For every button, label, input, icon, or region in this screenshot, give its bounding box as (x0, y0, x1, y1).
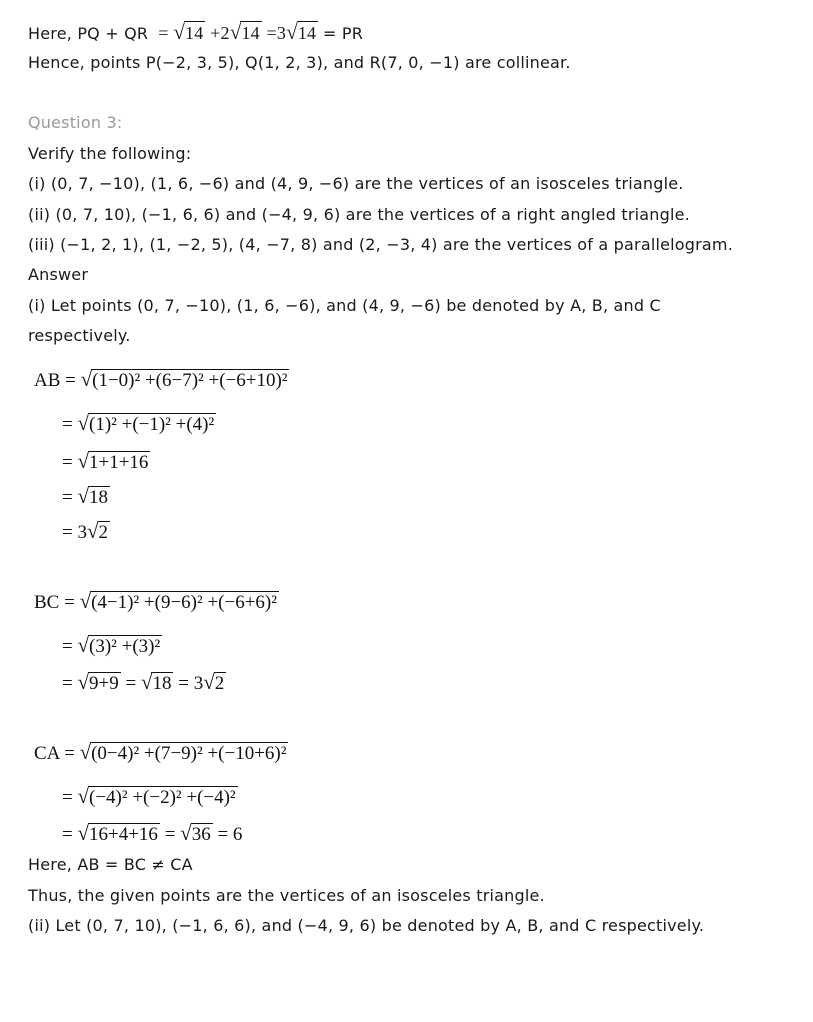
ab-step-1: AB = √(1−0)² +(6−7)² +(−6+10)² (34, 367, 288, 391)
question-item-i: (i) (0, 7, −10), (1, 6, −6) and (4, 9, −6) are the vertices of an isosceles triangle. (28, 174, 684, 193)
ab-step-5: = 3√2 (62, 519, 108, 543)
answer-part-i-line1: (i) Let points (0, 7, −10), (1, 6, −6), and (4, 9, −6) be denoted by A, B, and C (28, 296, 661, 315)
text-line-pq-qr (28, 21, 363, 44)
pq-qr-suffix: = PR (322, 24, 364, 43)
ca-step-1: CA = √(0−4)² +(7−9)² +(−10+6)² (34, 740, 287, 764)
question-item-iii: (iii) (−1, 2, 1), (1, −2, 5), (4, −7, 8) and (2, −3, 4) are the vertices of a parallelogram. (28, 235, 734, 254)
bc-step-1: BC = √(4−1)² +(9−6)² +(−6+6)² (34, 589, 277, 613)
conclusion-isosceles: Thus, the given points are the vertices of an isosceles triangle. (28, 886, 545, 905)
bc-step-3: = √9+9 = √18 = 3√2 (62, 670, 225, 694)
question-item-ii: (ii) (0, 7, 10), (−1, 6, 6) and (−4, 9, 6) are the vertices of a right angled triangle. (28, 205, 690, 224)
ca-step-3: = √16+4+16 = √36 = 6 (62, 821, 243, 845)
question-heading: Question 3: (28, 113, 123, 132)
bc-step-2: = √(3)² +(3)² (62, 633, 161, 657)
pq-qr-math: = √14 +2√14 =3√14 (153, 20, 317, 44)
ca-step-2: = √(−4)² +(−2)² +(−4)² (62, 784, 236, 808)
answer-part-i-line2: respectively. (28, 326, 131, 345)
ab-step-2: = √(1)² +(−1)² +(4)² (62, 411, 215, 435)
conclusion-ab-bc-ca: Here, AB = BC ≠ CA (28, 855, 193, 874)
collinear-statement: Hence, points P(−2, 3, 5), Q(1, 2, 3), and R(7, 0, −1) are collinear. (28, 53, 571, 72)
answer-label: Answer (28, 265, 89, 284)
answer-part-ii: (ii) Let (0, 7, 10), (−1, 6, 6), and (−4, 9, 6) be denoted by A, B, and C respectively. (28, 916, 705, 935)
pq-qr-prefix: Here, PQ + QR (28, 24, 149, 43)
ab-step-4: = √18 (62, 484, 108, 508)
question-intro: Verify the following: (28, 144, 192, 163)
ab-step-3: = √1+1+16 (62, 449, 149, 473)
